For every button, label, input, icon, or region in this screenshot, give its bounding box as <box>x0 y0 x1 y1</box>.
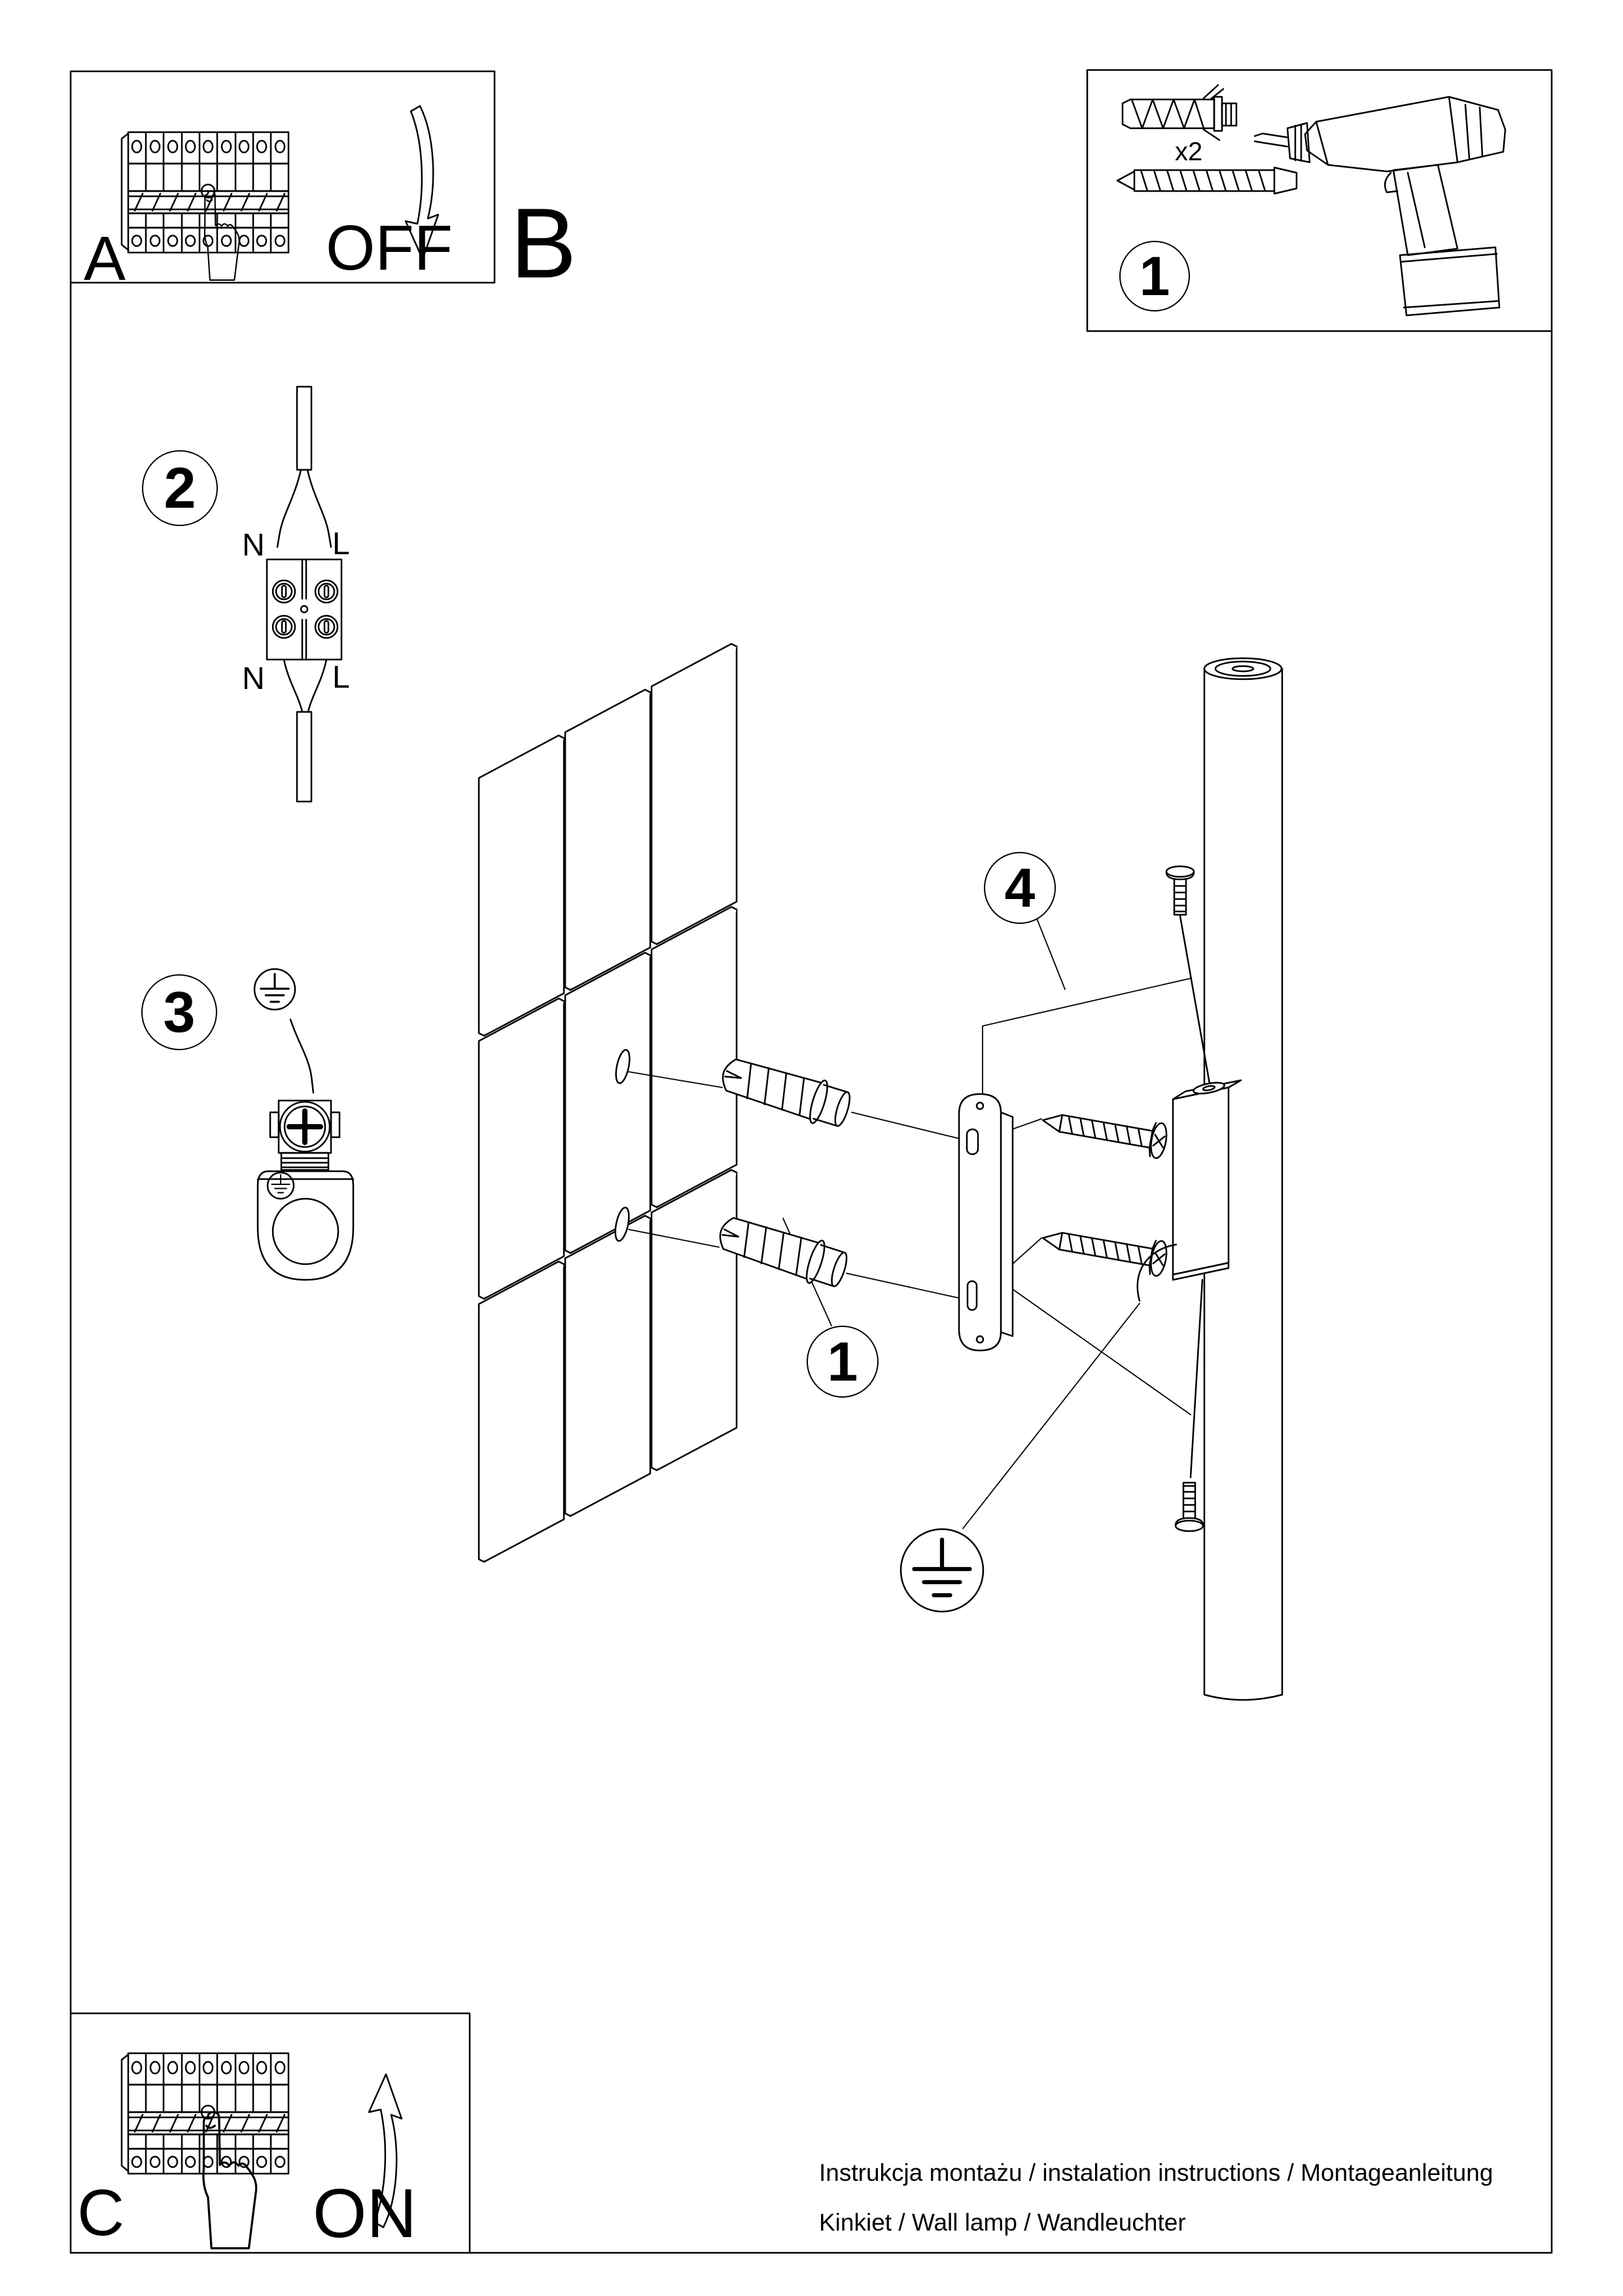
machine-screw-icon <box>1176 1483 1203 1531</box>
cordless-drill-icon <box>1255 97 1505 315</box>
wall-plug-anchor-icon <box>717 1051 854 1132</box>
machine-screw-icon <box>1166 866 1194 915</box>
step-1-anchors-badge: 1 <box>807 1326 879 1398</box>
breaker-off-label: OFF <box>326 212 453 283</box>
terminal-n-bottom-label: N <box>242 662 265 696</box>
mounting-bracket-icon <box>959 1094 1013 1351</box>
panel-b-label: B <box>510 188 577 299</box>
panel-c-label: C <box>77 2176 125 2250</box>
earth-clamp-icon <box>258 1101 353 1280</box>
mounting-screw-icon <box>1039 1103 1168 1159</box>
mains-cable-and-connector-illustration <box>267 387 341 802</box>
page-frame <box>71 70 1552 2253</box>
pointing-hand-icon <box>203 2112 256 2248</box>
footer-instructions-line: Instrukcja montażu / instalation instructions / Montageanleitung <box>819 2159 1493 2186</box>
terminal-l-bottom-label: L <box>332 660 350 695</box>
terminal-n-top-label: N <box>242 528 265 563</box>
earthing-illustration <box>254 969 353 1280</box>
mounting-screw-icon <box>1117 168 1297 194</box>
tiled-wall-illustration <box>479 644 737 1562</box>
step-2-badge: 2 <box>142 450 218 526</box>
terminal-block-connector-icon <box>267 559 341 660</box>
breaker-on-label: ON <box>313 2175 417 2252</box>
step-1-tools-badge: 1 <box>1119 241 1190 311</box>
footer-product-line: Kinkiet / Wall lamp / Wandleuchter <box>819 2209 1186 2236</box>
wall-plug-anchor-icon <box>1123 85 1236 140</box>
protective-earth-symbol-icon <box>254 969 295 1010</box>
mounting-screw-icon <box>1039 1220 1168 1277</box>
terminal-l-top-label: L <box>332 527 350 561</box>
step-3-badge: 3 <box>141 974 217 1050</box>
screw-guide-line <box>1191 1280 1202 1477</box>
panel-a-label: A <box>84 224 126 294</box>
anchor-quantity-label: x2 <box>1175 137 1203 166</box>
protective-earth-symbol-icon <box>901 1529 983 1612</box>
step-4-badge: 4 <box>984 852 1056 924</box>
